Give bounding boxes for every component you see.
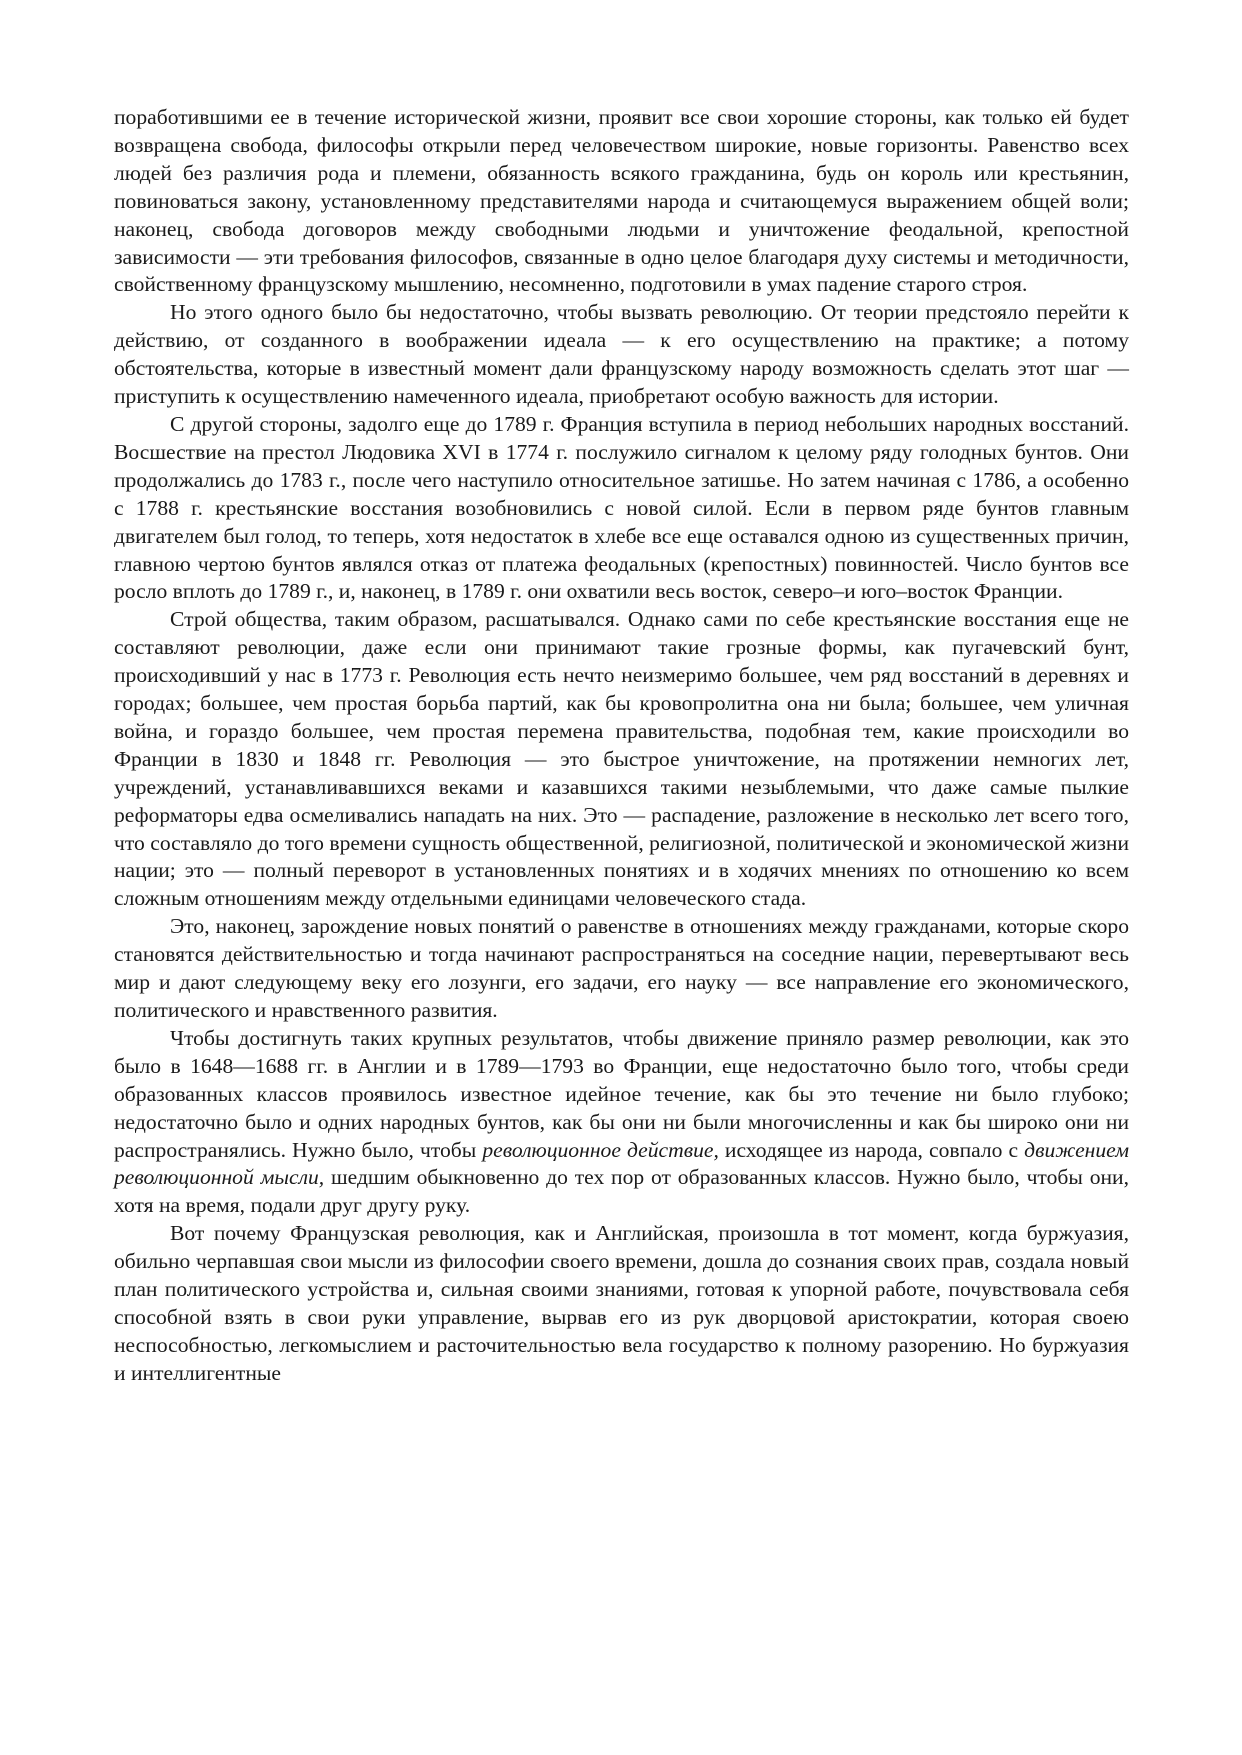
paragraph-2: Но этого одного было бы недостаточно, чтобы вызвать революцию. От теории предстояло перейти к действию, от созданного в воображении идеала — к его осуществлению на практике; а потому обстоятельства, которые в известный момент дали французскому народу возможность сделать этот шаг — приступить к осуществлению намеченного идеала, приобретают особую важность для истории. <box>114 300 1129 409</box>
paragraph-6-text-middle: исходящее из народа, совпало с <box>718 1137 1025 1162</box>
paragraph-1: поработившими ее в течение исторической жизни, проявит все свои хорошие стороны, как только ей будет возвращена свобода, философы открыли перед человечеством широкие, новые горизонты. Равенство всех людей без различия рода и племени, обязанность всякого гражданина, будь он король или крестьянин, повиноваться закону, установленному представителями народа и считающемуся выражением общей воли; наконец, свобода договоров между свободными людьми и уничтожение феодальной, крепостной зависимости — эти требования философов, связанные в одно целое благодаря духу системы и методичности, свойственному французскому мышлению, несомненно, подготовили в умах падение старого строя. <box>114 105 1129 297</box>
paragraph-6-text-end: шедшим обыкновенно до тех пор от образованных классов. Нужно было, чтобы они, хотя на время, подали друг другу руку. <box>114 1165 1129 1218</box>
italic-revolutionary-action: революционное действие, <box>482 1137 719 1162</box>
paragraph-6 <box>114 1025 1129 1220</box>
italic-revolutionary-thought: движением революционной мысли, <box>114 1137 1129 1190</box>
paragraph-5: Это, наконец, зарождение новых понятий о равенстве в отношениях между гражданами, которые скоро становятся действительностью и тогда начинают распространяться на соседние нации, перевертывают весь мир и дают следующему веку его лозунги, его задачи, его науку — все направление его экономического, политического и нравственного развития. <box>114 914 1129 1022</box>
paragraph-3: С другой стороны, задолго еще до 1789 г. Франция вступила в период небольших народных восстаний. Восшествие на престол Людовика XVI в 1774 г. послужило сигналом к целому ряду голодных бунтов. Они продолжались до 1783 г., после чего наступило относительное затишье. Но затем начиная с 1786, а особенно с 1788 г. крестьянские восстания возобновились с новой силой. Если в первом ряде бунтов главным двигателем был голод, то теперь, хотя недостаток в хлебе все еще оставался одною из существенных причин, главною чертою бунтов являлся отказ от платежа феодальных (крепостных) повинностей. Число бунтов все росло вплоть до 1789 г., и, наконец, в 1789 г. они охватили весь восток, северо–и юго–восток Франции. <box>114 411 1129 604</box>
paragraph-6-text-start: Чтобы достигнуть таких крупных результатов, чтобы движение приняло размер революции, как это было в 1648—1688 гг. в Англии и в 1789—1793 во Франции, еще недостаточно было того, чтобы среди образованных классов проявилось известное идейное течение, как бы это течение ни было глубоко; недостаточно было и одних народных бунтов, как бы они ни были многочисленны и как бы широко они ни распространялись. Нужно было, чтобы <box>114 1025 1129 1162</box>
page-body <box>114 104 1129 1388</box>
paragraph-7: Вот почему Французская революция, как и Английская, произошла в тот момент, когда буржуазия, обильно черпавшая свои мысли из философии своего времени, дошла до сознания своих прав, создала новый план политического устройства и, сильная своими знаниями, готовая к упорной работе, почувствовала себя способной взять в свои руки управление, вырвав его из рук дворцовой аристократии, которая своею неспособностью, легкомыслием и расточительностью вела государство к полному разорению. Но буржуазия и интеллигентные <box>114 1221 1129 1385</box>
paragraph-4: Строй общества, таким образом, расшатывался. Однако сами по себе крестьянские восстания еще не составляют революции, даже если они принимают такие грозные формы, как пугачевский бунт, происходивший у нас в 1773 г. Революция есть нечто неизмеримо большее, чем ряд восстаний в деревнях и городах; большее, чем простая борьба партий, как бы кровопролитна она ни была; большее, чем уличная война, и гораздо большее, чем простая перемена правительства, подобная тем, какие происходили во Франции в 1830 и 1848 гг. Революция — это быстрое уничтожение, на протяжении немногих лет, учреждений, устанавливавшихся веками и казавшихся такими незыблемыми, что даже самые пылкие реформаторы едва осмеливались нападать на них. Это — распадение, разложение в несколько лет всего того, что составляло до того времени сущность общественной, религиозной, политической и экономической жизни нации; это — полный переворот в установленных понятиях и в ходячих мнениях по отношению ко всем сложным отношениям между отдельными единицами человеческого стада. <box>114 607 1129 911</box>
